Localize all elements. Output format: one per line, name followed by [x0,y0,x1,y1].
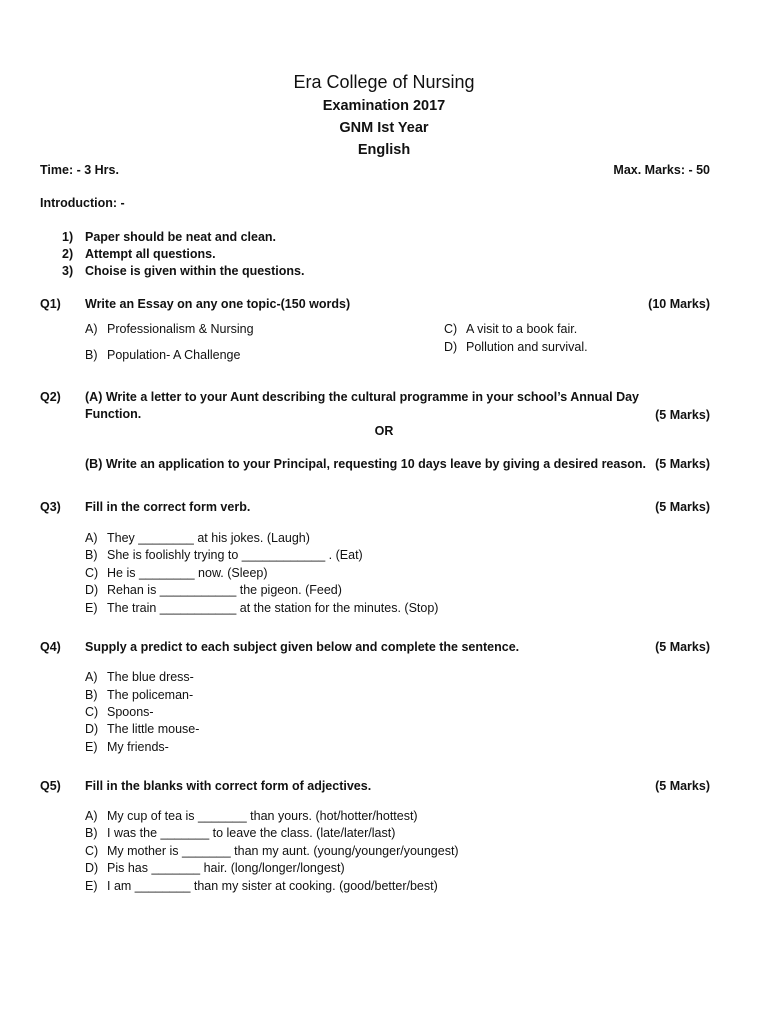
q1-option-text: Population- A Challenge [107,348,241,362]
instruction-text: Choise is given within the questions. [85,264,305,278]
q3-marks: (5 Marks) [655,500,710,514]
q2-a-text-line2: Function. [85,407,142,421]
year-title: GNM Ist Year [339,120,429,136]
q2-number: Q2) [40,390,61,404]
max-marks-label: Max. Marks: - 50 [613,163,710,177]
q1-option-text: Pollution and survival. [466,340,588,354]
q3-item-text: Rehan is ___________ the pigeon. (Feed) [107,583,342,597]
instruction-text: Attempt all questions. [85,247,216,261]
instruction-num: 3) [62,264,74,278]
q4-text: Supply a predict to each subject given below and complete the sentence. [85,640,520,654]
q1-text: Write an Essay on any one topic-(150 words) [85,297,351,311]
q3-item-letter: D) [85,583,99,597]
time-label: Time: - 3 Hrs. [40,163,119,177]
q5-item-text: I am ________ than my sister at cooking. (good/better/best) [107,879,438,893]
instruction-text: Paper should be neat and clean. [85,230,277,244]
q3-item-letter: C) [85,566,99,580]
q5-item-letter: B) [85,826,98,840]
q3-item-text: He is ________ now. (Sleep) [107,566,268,580]
q3-item-text: The train ___________ at the station for the minutes. (Stop) [107,601,439,615]
q5-item-text: My cup of tea is _______ than yours. (hot/hotter/hottest) [107,809,418,823]
q5-item-text: My mother is _______ than my aunt. (young/younger/youngest) [107,844,459,858]
q1-option-letter: A) [85,322,98,336]
q4-item-letter: A) [85,670,98,684]
q4-item-letter: E) [85,740,98,754]
q3-text: Fill in the correct form verb. [85,500,251,514]
q1-option-text: Professionalism & Nursing [107,322,254,336]
q1-option-letter: D) [444,340,458,354]
q1-marks: (10 Marks) [648,297,710,311]
q5-item-letter: E) [85,879,98,893]
q5-item-letter: C) [85,844,99,858]
q4-item-text: The little mouse- [107,722,200,736]
instruction-num: 2) [62,247,74,261]
q4-item-text: My friends- [107,740,169,754]
q1-number: Q1) [40,297,61,311]
q3-item-text: They ________ at his jokes. (Laugh) [107,531,310,545]
q4-number: Q4) [40,640,61,654]
q1-option-letter: C) [444,322,458,336]
q5-item-text: I was the _______ to leave the class. (late/later/last) [107,826,396,840]
subject-title: English [357,142,411,158]
q2-or-divider: OR [374,424,394,438]
q1-option-letter: B) [85,348,98,362]
q4-item-text: The policeman- [107,688,194,702]
exam-title: Examination 2017 [322,98,446,114]
q2-a-text-line1: (A) Write a letter to your Aunt describing the cultural programme in your school’s Annual Day [85,390,640,404]
intro-heading: Introduction: - [40,196,125,210]
q5-marks: (5 Marks) [655,779,710,793]
q2-b-text: (B) Write an application to your Principal, requesting 10 days leave by giving a desired reason. [85,457,647,471]
q1-option-text: A visit to a book fair. [466,322,578,336]
q3-item-text: She is foolishly trying to ____________ . (Eat) [107,548,363,562]
q2-b-marks: (5 Marks) [655,457,710,471]
q5-item-letter: A) [85,809,98,823]
q5-text: Fill in the blanks with correct form of adjectives. [85,779,372,793]
q3-item-letter: E) [85,601,98,615]
q4-item-letter: C) [85,705,99,719]
instruction-num: 1) [62,230,74,244]
q3-item-letter: B) [85,548,98,562]
q4-item-text: Spoons- [107,705,154,719]
q2-a-marks: (5 Marks) [655,408,710,422]
q3-item-letter: A) [85,531,98,545]
q4-marks: (5 Marks) [655,640,710,654]
q5-item-text: Pis has _______ hair. (long/longer/longest) [107,861,345,875]
q5-number: Q5) [40,779,61,793]
q4-item-letter: D) [85,722,99,736]
q4-item-letter: B) [85,688,98,702]
q5-item-letter: D) [85,861,99,875]
q3-number: Q3) [40,500,61,514]
q4-item-text: The blue dress- [107,670,194,684]
college-title: Era College of Nursing [293,72,475,92]
